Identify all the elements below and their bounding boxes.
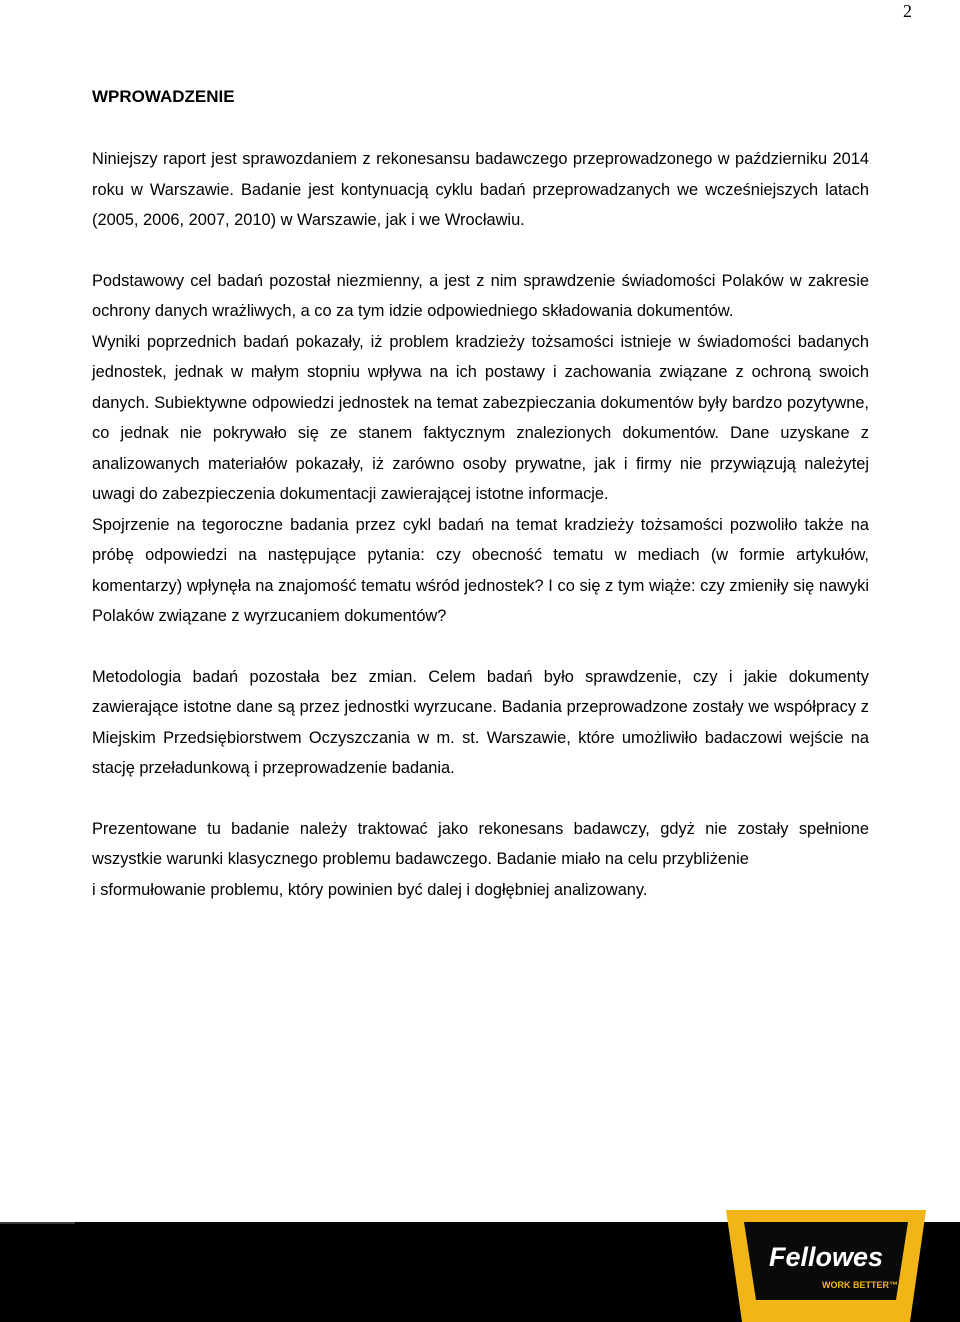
document-body <box>92 86 869 905</box>
paragraph-gap <box>92 632 869 662</box>
logo-brand-text: Fellowes <box>768 1242 884 1272</box>
section-heading: WPROWADZENIE <box>92 87 235 106</box>
footer-accent-line <box>0 1222 75 1224</box>
paragraph-goal: Podstawowy cel badań pozostał niezmienny, a jest z nim sprawdzenie świadomości Polaków w zakresie ochrony danych wrażliwych, a co za tym idzie odpowiedniego składowania dokumentów. <box>92 271 869 320</box>
paragraph-previous-results: Wyniki poprzednich badań pokazały, iż problem kradzieży tożsamości istnieje w świadomości badanych jednostek, jednak w małym stopniu wpływa na ich postawy i zachowania związane z ochroną swoich danych. Subiektywne odpowiedzi jednostek na temat zabezpieczania dokumentów były bardzo pozytywne, co jednak nie pokrywało się ze stanem faktycznym znalezionych dokumentów. Dane uzyskane z analizowanych materiałów pokazały, iż zarówno osoby prywatne, jak i firmy nie przywiązują należytej uwagi do zabezpieczenia dokumentacji zawierającej istotne informacje. <box>92 332 869 503</box>
paragraph-gap <box>92 784 869 814</box>
paragraph-reconnaissance-end: i sformułowanie problemu, który powinien być dalej i dogłębniej analizowany. <box>92 880 648 899</box>
logo-tagline-text: WORK BETTER™ <box>822 1280 898 1290</box>
paragraph-intro: Niniejszy raport jest sprawozdaniem z rekonesansu badawczego przeprowadzonego w październiku 2014 roku w Warszawie. Badanie jest kontynuacją cyklu badań przeprowadzanych we wcześniejszych latach (2005, 2006, 2007, 2010) w Warszawie, jak i we Wrocławiu. <box>92 150 869 229</box>
paragraph-gap <box>92 236 869 266</box>
paragraph-questions: Spojrzenie na tegoroczne badania przez cykl badań na temat kradzieży tożsamości pozwoliło także na próbę odpowiedzi na następujące pytania: czy obecność tematu w mediach (w formie artykułów, komentarzy) wpłynęła na znajomość tematu wśród jednostek? I co się z tym wiąże: czy zmieniły się nawyki Polaków związane z wyrzucaniem dokumentów? <box>92 515 869 625</box>
fellowes-logo <box>724 1208 928 1322</box>
paragraph-reconnaissance: Prezentowane tu badanie należy traktować jako rekonesans badawczy, gdyż nie zostały spełnione wszystkie warunki klasycznego problemu badawczego. Badanie miało na celu przybliżenie <box>92 819 869 868</box>
page-number: 2 <box>903 1 912 21</box>
paragraph-methodology: Metodologia badań pozostała bez zmian. Celem badań było sprawdzenie, czy i jakie dokumenty zawierające istotne dane są przez jednostki wyrzucane. Badania przeprowadzone zostały we współpracy z Miejskim Przedsiębiorstwem Oczyszczania w m. st. Warszawie, które umożliwiło badaczowi wejście na stację przeładunkową i przeprowadzenie badania. <box>92 667 869 777</box>
fellowes-logo-icon <box>724 1208 928 1322</box>
